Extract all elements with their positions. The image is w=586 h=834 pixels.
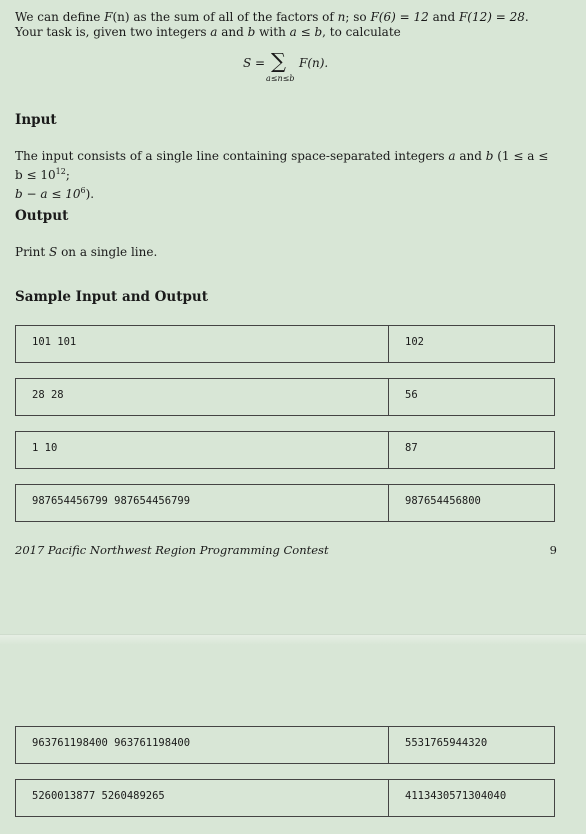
input-text: ; (65, 168, 70, 182)
sample-output: 987654456800 (405, 495, 481, 507)
math-n: n (337, 10, 346, 24)
sample-input: 28 28 (16, 379, 389, 415)
formula-rhs: F(n). (299, 56, 329, 70)
input-text: and (455, 149, 486, 163)
math-b: b (247, 25, 256, 39)
intro-text: , to calculate (322, 25, 401, 39)
formula-lhs: S = (243, 56, 266, 70)
input-constraint: (1 ≤ a ≤ b ≤ 10 (15, 149, 549, 182)
intro-text: ; so (345, 10, 371, 24)
samples-heading: Sample Input and Output (15, 289, 208, 305)
math-b: b (485, 149, 494, 163)
math-f: F (104, 10, 113, 24)
output-text: on a single line. (57, 245, 158, 259)
sample-row (15, 779, 555, 817)
sample-row (15, 484, 555, 522)
math-condition: a ≤ b (289, 25, 323, 39)
intro-text: We can define (15, 10, 105, 24)
page-number: 9 (549, 543, 557, 557)
exponent: 6 (80, 186, 86, 195)
intro-text: with (255, 25, 290, 39)
sample-output: 102 (405, 336, 424, 348)
math-a: a (448, 149, 456, 163)
sample-input: 101 101 (16, 326, 389, 362)
page-footer (15, 543, 557, 557)
intro-text: (n) as the sum of all of the factors of (112, 10, 338, 24)
math-s: S (49, 245, 58, 259)
sample-input: 987654456799 987654456799 (16, 485, 389, 521)
output-text: Print (15, 245, 50, 259)
sample-input: 963761198400 963761198400 (16, 727, 389, 763)
sample-row (15, 378, 555, 416)
sample-row (15, 431, 555, 469)
intro-text: . Your task is, given two integers (15, 10, 529, 39)
input-constraint: b − a ≤ 10 (15, 187, 81, 201)
sample-input: 1 10 (16, 432, 389, 468)
math-a: a (210, 25, 218, 39)
sigma-symbol: ∑ (271, 49, 286, 73)
sample-row (15, 325, 555, 363)
intro-text: and (217, 25, 248, 39)
sum-formula (0, 50, 586, 86)
page-break (0, 634, 586, 645)
exponent: 12 (55, 167, 66, 176)
input-heading: Input (15, 112, 57, 128)
math-example-2: F(12) = 28 (458, 10, 525, 24)
sample-input: 5260013877 5260489265 (16, 780, 389, 816)
input-paragraph (15, 149, 557, 202)
contest-name: 2017 Pacific Northwest Region Programming Contest (15, 543, 329, 557)
sample-row (15, 726, 555, 764)
output-heading: Output (15, 208, 69, 224)
math-example-1: F(6) = 12 (370, 10, 429, 24)
sample-output: 4113430571304040 (405, 790, 507, 802)
sample-output: 5531765944320 (405, 737, 488, 749)
output-paragraph (15, 245, 557, 260)
intro-text: and (428, 10, 459, 24)
sample-output: 56 (405, 389, 418, 401)
intro-paragraph (15, 10, 557, 40)
input-text: ). (85, 187, 95, 201)
formula-subscript: a≤n≤b (266, 74, 295, 83)
input-text: The input consists of a single line containing space-separated integers (15, 149, 449, 163)
sample-output: 87 (405, 442, 418, 454)
